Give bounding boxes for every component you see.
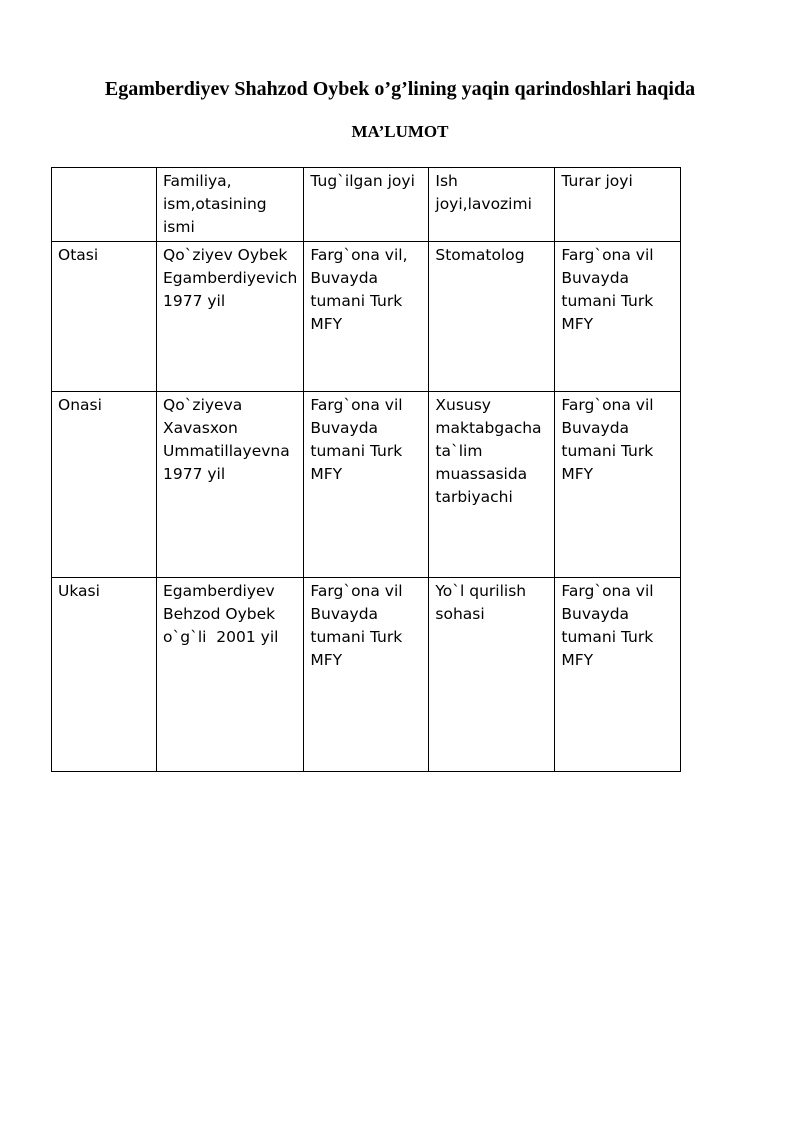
header-line: Ish: [435, 172, 458, 190]
header-line: joyi,lavozimi: [435, 195, 532, 213]
cell-line: MFY: [310, 465, 343, 483]
cell-birthplace: [304, 392, 429, 578]
cell-line: Buvayda: [561, 419, 630, 437]
cell-line: tumani Turk: [561, 292, 654, 310]
cell-line: Ummatillayevna: [163, 442, 290, 460]
cell-residence: [555, 578, 681, 772]
header-line: Turar joyi: [561, 172, 633, 190]
header-line: ismi: [163, 218, 195, 236]
cell-name: [157, 242, 304, 392]
cell-line: Farg`ona vil: [561, 246, 654, 264]
cell-line: ta`lim: [435, 442, 483, 460]
cell-job: [429, 578, 555, 772]
cell-line: tarbiyachi: [435, 488, 513, 506]
cell-relation: Onasi: [52, 392, 157, 578]
header-cell-relation: [52, 168, 157, 242]
cell-line: Stomatolog: [435, 246, 525, 264]
cell-line: Farg`ona vil: [561, 582, 654, 600]
table-row: [52, 242, 681, 392]
cell-line: Xavasxon: [163, 419, 238, 437]
cell-line: o`g`li 2001 yil: [163, 628, 279, 646]
cell-line: Buvayda: [561, 605, 630, 623]
cell-line: maktabgacha: [435, 419, 542, 437]
header-cell-birthplace: [304, 168, 429, 242]
cell-line: tumani Turk: [561, 628, 654, 646]
cell-line: tumani Turk: [310, 292, 403, 310]
cell-relation: Otasi: [52, 242, 157, 392]
cell-line: Buvayda: [310, 419, 379, 437]
cell-line: Qo`ziyeva: [163, 396, 243, 414]
cell-birthplace: [304, 578, 429, 772]
table-row: [52, 578, 681, 772]
cell-residence: [555, 392, 681, 578]
cell-line: sohasi: [435, 605, 485, 623]
cell-line: MFY: [561, 315, 594, 333]
cell-line: Egamberdiyev: [163, 582, 275, 600]
header-line: ism,otasining: [163, 195, 267, 213]
cell-line: 1977 yil: [163, 292, 226, 310]
header-cell-job: [429, 168, 555, 242]
cell-line: tumani Turk: [561, 442, 654, 460]
cell-line: Buvayda: [561, 269, 630, 287]
cell-line: MFY: [310, 651, 343, 669]
cell-line: tumani Turk: [310, 442, 403, 460]
cell-line: Farg`ona vil,: [310, 246, 408, 264]
cell-line: MFY: [310, 315, 343, 333]
table-row: [52, 392, 681, 578]
cell-job: [429, 392, 555, 578]
header-cell-residence: [555, 168, 681, 242]
cell-line: muassasida: [435, 465, 528, 483]
cell-line: Farg`ona vil: [561, 396, 654, 414]
relatives-table: [51, 167, 681, 772]
cell-line: Farg`ona vil: [310, 582, 403, 600]
header-line: Familiya,: [163, 172, 232, 190]
cell-line: MFY: [561, 465, 594, 483]
cell-line: tumani Turk: [310, 628, 403, 646]
cell-line: Yo`l qurilish: [435, 582, 527, 600]
cell-line: Buvayda: [310, 605, 379, 623]
cell-line: Xususy: [435, 396, 491, 414]
cell-job: [429, 242, 555, 392]
cell-line: MFY: [561, 651, 594, 669]
table-header-row: [52, 168, 681, 242]
cell-birthplace: [304, 242, 429, 392]
cell-line: Buvayda: [310, 269, 379, 287]
header-cell-name: [157, 168, 304, 242]
document-subtitle: MA’LUMOT: [351, 122, 449, 141]
cell-relation: Ukasi: [52, 578, 157, 772]
cell-name: [157, 392, 304, 578]
cell-line: Behzod Oybek: [163, 605, 276, 623]
cell-line: Farg`ona vil: [310, 396, 403, 414]
cell-name: [157, 578, 304, 772]
cell-line: 1977 yil: [163, 465, 226, 483]
cell-line: Egamberdiyevich: [163, 269, 298, 287]
cell-line: Qo`ziyev Oybek: [163, 246, 288, 264]
cell-residence: [555, 242, 681, 392]
document-title: Egamberdiyev Shahzod Oybek o’g’lining yaqin qarindoshlari haqida: [104, 78, 696, 100]
header-line: Tug`ilgan joyi: [310, 172, 415, 190]
